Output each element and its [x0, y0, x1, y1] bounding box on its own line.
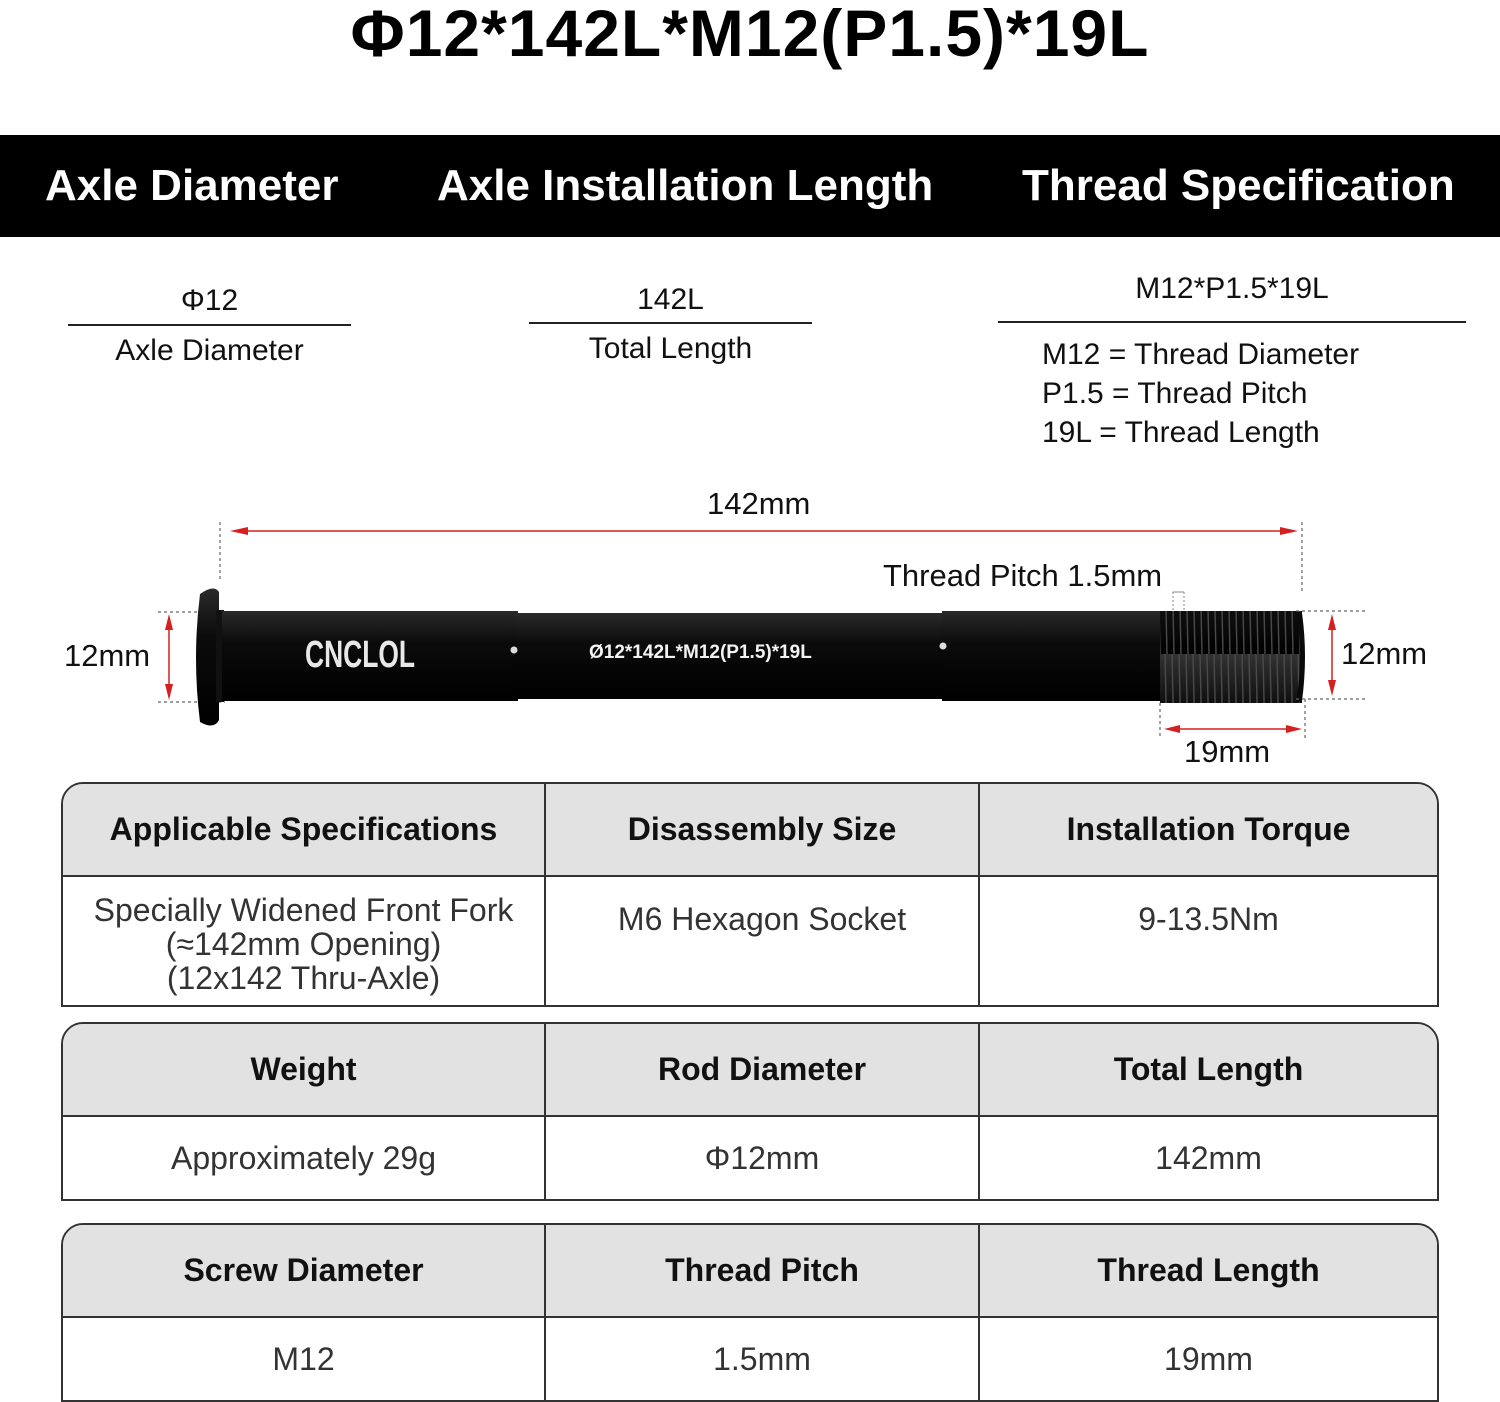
header-axle-diameter: Axle Diameter — [45, 161, 339, 210]
axle-diameter-rule — [68, 324, 351, 326]
installation-length-rule — [529, 322, 812, 324]
table-header-cell: Rod Diameter — [546, 1024, 980, 1115]
table-cell-line: (12x142 Thru-Axle) — [166, 960, 441, 996]
table-header-row — [63, 1225, 1437, 1318]
spec-table-2 — [61, 1022, 1439, 1201]
header-thread-specification: Thread Specification — [1022, 161, 1455, 210]
table-cell-line: (≈142mm Opening) — [165, 926, 442, 962]
table-cell: Φ12mm — [546, 1117, 980, 1199]
thread-arrow-bottom — [1328, 680, 1336, 696]
table-cell: M12 — [63, 1318, 546, 1400]
table-header-cell: Weight — [63, 1024, 546, 1115]
rod-mark-2 — [940, 643, 947, 650]
axle-head — [196, 588, 219, 725]
total-length-label: 142mm — [707, 486, 811, 521]
spec-table-1 — [61, 782, 1439, 1007]
table-header-cell: Thread Pitch — [546, 1225, 980, 1316]
table-header-row — [63, 1024, 1437, 1117]
table-row — [63, 1318, 1437, 1400]
table-header-cell: Disassembly Size — [546, 784, 980, 875]
table-row — [63, 1117, 1437, 1199]
axle-rod-section-3 — [942, 611, 1164, 701]
table-cell: 9-13.5Nm — [1138, 901, 1279, 937]
table-cell: 142mm — [1155, 1139, 1262, 1176]
head-arrow-bottom — [165, 684, 173, 700]
table-cell: M6 Hexagon Socket — [546, 877, 980, 1005]
rod-mark-1 — [511, 647, 518, 654]
table-header-cell: Installation Torque — [1066, 811, 1351, 847]
page-title: Φ12*142L*M12(P1.5)*19L — [350, 0, 1150, 70]
thread-length-label: 19mm — [1184, 734, 1271, 769]
thread-length-legend: 19L = Thread Length — [1042, 416, 1320, 449]
thread-length-arrow-left — [1164, 725, 1180, 733]
thread-diameter-legend: M12 = Thread Diameter — [1042, 338, 1360, 371]
thread-arrow-top — [1328, 614, 1336, 630]
table-header-cell: Applicable Specifications — [63, 784, 546, 875]
thread-diameter-label: 12mm — [1341, 636, 1428, 671]
spec-table-3 — [61, 1223, 1439, 1402]
thread-spec-value: M12*P1.5*19L — [1135, 272, 1329, 305]
table-header-cell: Total Length — [1113, 1051, 1304, 1087]
rod-engraving: Ø12*142L*M12(P1.5)*19L — [589, 642, 812, 663]
axle-diameter-value: Φ12 — [180, 284, 239, 317]
table-cell: 1.5mm — [546, 1318, 980, 1400]
brand-logo: CNCLOL — [305, 634, 415, 676]
table-cell: 19mm — [1164, 1340, 1253, 1377]
length-arrow-right — [1280, 527, 1298, 535]
thread-spec-legend — [1042, 335, 1359, 452]
axle-diameter-caption: Axle Diameter — [115, 334, 304, 367]
table-row — [63, 877, 1437, 1005]
thread-length-arrow-right — [1286, 725, 1302, 733]
axle-diagram — [0, 470, 1500, 780]
table-cell-line: Specially Widened Front Fork — [93, 892, 514, 928]
thread-spec-rule — [998, 321, 1466, 323]
installation-length-value: 142L — [637, 283, 704, 316]
thread-pitch-legend: P1.5 = Thread Pitch — [1042, 377, 1308, 410]
spec-header-bar — [0, 135, 1500, 237]
table-header-cell: Thread Length — [1097, 1252, 1320, 1288]
axle-thread-section — [1160, 611, 1302, 703]
installation-length-caption: Total Length — [588, 332, 753, 365]
head-diameter-label: 12mm — [64, 638, 151, 673]
header-installation-length: Axle Installation Length — [437, 161, 934, 210]
length-arrow-left — [230, 527, 248, 535]
thread-pitch-label: Thread Pitch 1.5mm — [883, 558, 1163, 593]
head-arrow-top — [165, 614, 173, 630]
table-cell — [63, 877, 546, 1005]
table-header-cell: Screw Diameter — [63, 1225, 546, 1316]
table-cell: Approximately 29g — [63, 1117, 546, 1199]
table-header-row — [63, 784, 1437, 877]
